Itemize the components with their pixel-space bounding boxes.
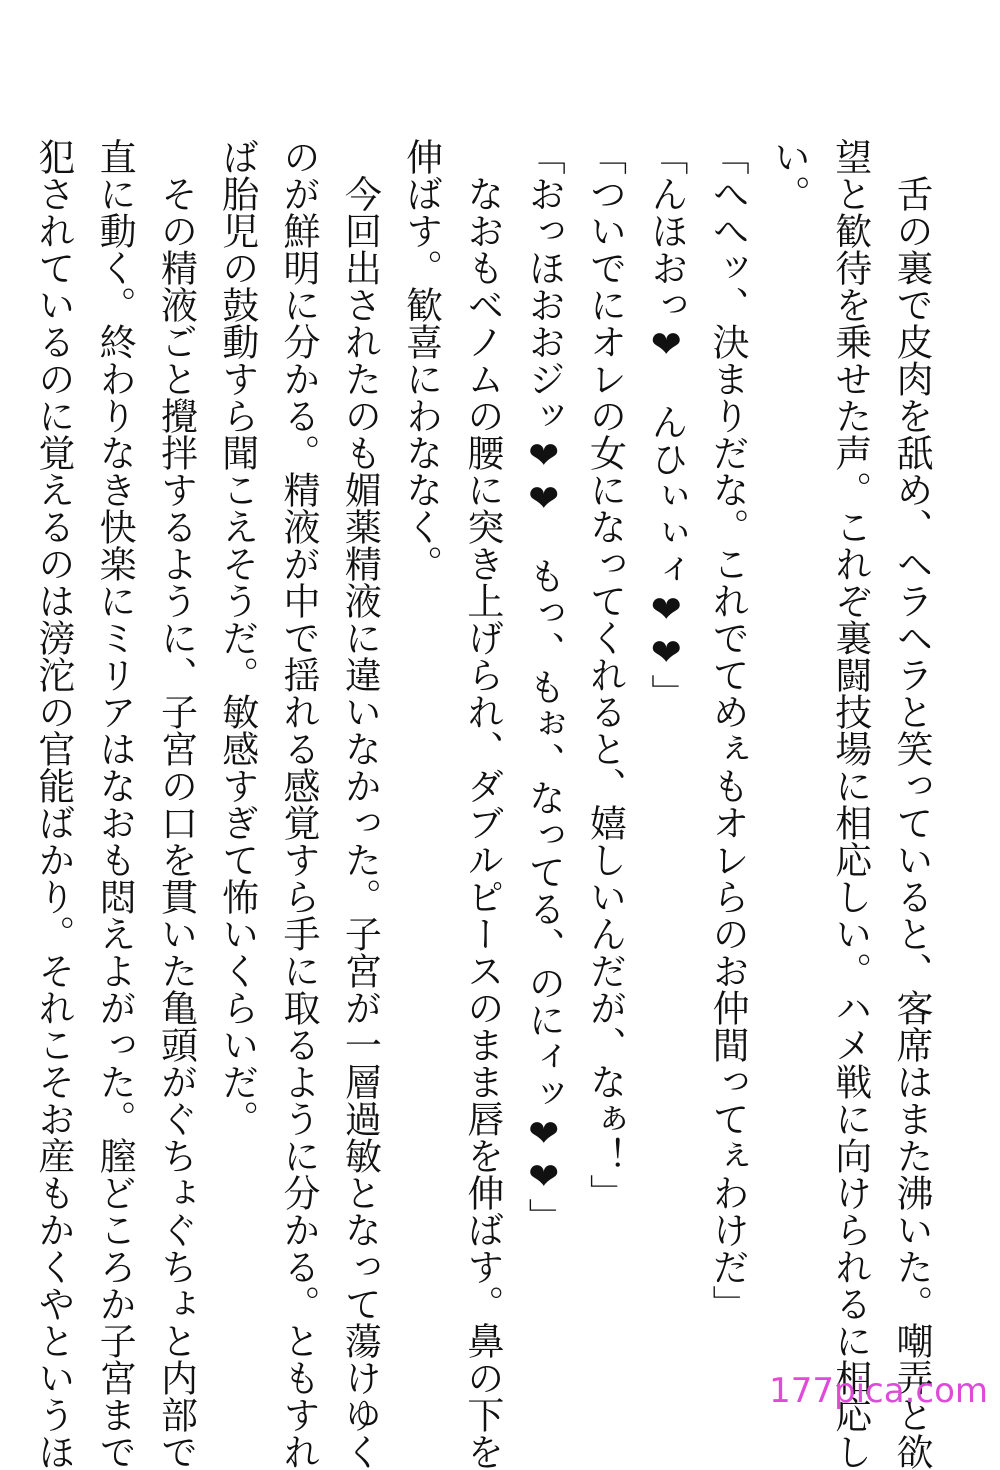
text-line-10: 今回出されたのも媚薬精液に違いなかった。子宮が一層過敏となって蕩けゆく <box>338 138 382 1470</box>
text-line-15: 犯されているのに覚えるのは滂沱の官能ばかり。それこそお産もかくやというほ <box>31 138 75 1470</box>
text-line-7: 「おっほおおジッ❤❤ もっ、もぉ、なってる、のにィッ❤❤」 <box>522 138 566 1235</box>
text-line-11: のが鮮明に分かる。精液が中で揺れる感覚すら手に取るように分かる。ともすれ <box>277 138 321 1470</box>
text-line-5: 「んほおっ❤ んひぃぃィ❤❤」 <box>644 138 688 711</box>
watermark: 177pica.com <box>769 1371 988 1411</box>
text-line-3: い。 <box>767 138 811 212</box>
text-line-4: 「へへッ、決まりだな。これでてめぇもオレらのお仲間ってぇわけだ」 <box>706 138 750 1322</box>
text-line-13: その精液ごと攪拌するように、子宮の口を貫いた亀頭がぐちょぐちょと内部で <box>154 138 198 1470</box>
text-line-9: 伸ばす。歓喜にわななく。 <box>399 138 443 582</box>
text-line-1: 舌の裏で皮肉を舐め、ヘラヘラと笑っていると、客席はまた沸いた。嘲弄と欲 <box>890 138 933 1470</box>
text-line-6: 「ついでにオレの女になってくれると、嬉しいんだが、なぁ！」 <box>583 138 627 1211</box>
text-line-12: ば胎児の鼓動すら聞こえそうだ。敏感すぎて怖いくらいだ。 <box>215 138 259 1137</box>
text-line-2: 望と歓待を乗せた声。これぞ裏闘技場に相応しい。ハメ戦に向けられるに相応し <box>828 138 872 1470</box>
text-line-14: 直に動く。終わりなき快楽にミリアはなおも悶えよがった。膣どころか子宮まで <box>93 138 137 1470</box>
text-line-8: なおもベノムの腰に突き上げられ、ダブルピースのまま唇を伸ばす。鼻の下を <box>460 138 504 1470</box>
